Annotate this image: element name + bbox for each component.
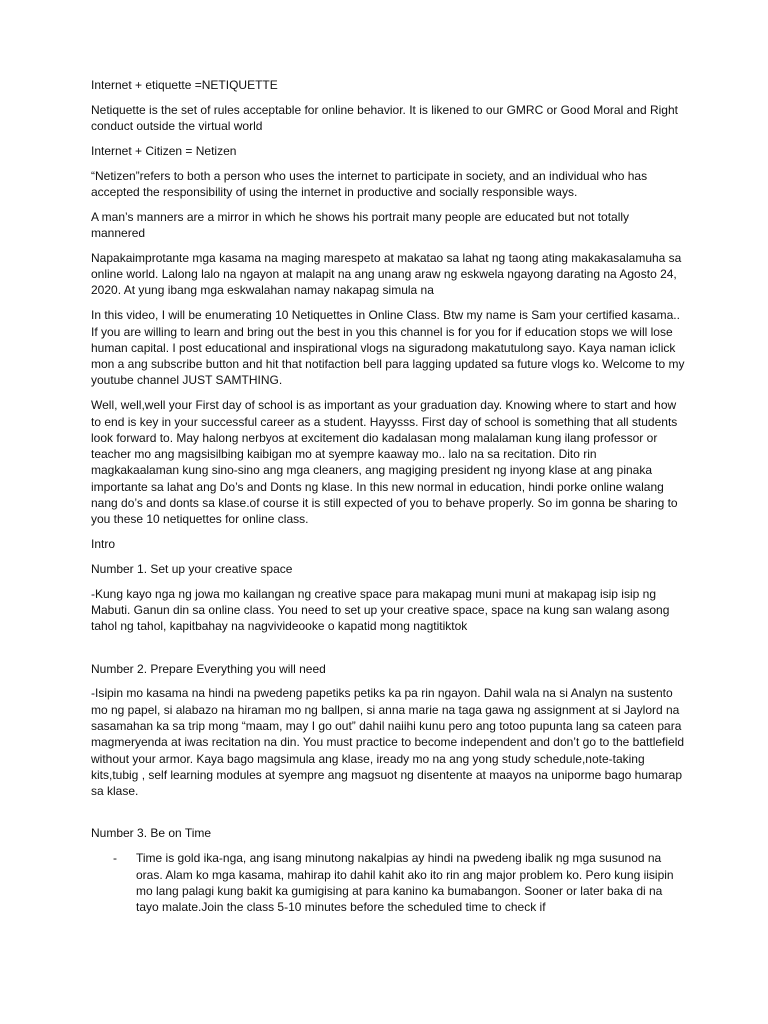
number-3-heading: Number 3. Be on Time [91,826,212,841]
intro-label: Intro [91,537,116,552]
list-item-text: Time is gold ika-nga, ang isang minutong nakalpias ay hindi na pwedeng ibalik ng mga susunod na oras. Alam ko mga kasama, mahirap ito dahil kahit ako ito rin ang major problem ko. Pero kung iisipin mo lang palagi kung bakit ka gumigising at para kanino ka bumabangon. Sooner or later baka di na tayo malate.Join the class 5-10 minutes before the scheduled time to check if [136,851,674,915]
netiquette-definition: Netiquette is the set of rules acceptable for online behavior. It is likened to our GMRC or Good Moral and Right conduct outside the virtual world [91,102,678,134]
list-item [91,850,686,915]
intro-paragraph-tagalog: Napakaimprotante mga kasama na maging marespeto at makatao sa lahat ng taong ating makakasalamuha sa online world. Lalong lalo na ngayon at malapit na ang unang araw ng eskwela ngayong darating na Agosto 24, 2020. At yung ibang mga eskwalahan namay nakapag simula na [91,250,682,298]
heading-netizen: Internet + Citizen = Netizen [91,143,237,158]
manners-quote: A man’s manners are a mirror in which he shows his portrait many people are educated but not totally mannered [91,209,630,241]
number-1-heading: Number 1. Set up your creative space [91,561,293,576]
heading-netiquette: Internet + etiquette =NETIQUETTE [91,78,278,92]
number-3-bullet-list [91,850,686,915]
bullet-marker: - [113,851,117,866]
netizen-definition: “Netizen”refers to both a person who uses the internet to participate in society, and an individual who has accepted the responsibility of using the internet in productive and socially responsible ways. [91,168,648,199]
number-2-heading: Number 2. Prepare Everything you will need [91,661,326,676]
first-day-paragraph: Well, well,well your First day of school is as important as your graduation day. Knowing where to start and how to end is key in your successful career as a student. Hayysss. First day of school is something that all students look forward to. May halong nerbyos at excitement dio kadalasan mong malalaman kung ilang professor or teacher mo ang magsisilbing kaibigan mo at syempre kaaway mo.. lalo na sa recitation. Dito rin magkakaalaman kung sino-sino ang mga cleaners, ang magiging president ng inyong klase at ang pinaka importante sa lahat ang Do’s and Donts ng klase. In this new normal in education, hindi porke online walang nang do’s and donts sa klase.of course it is still expected of you to behave properly. So im gonna be sharing to you these 10 netiquettes for online class. [91,398,678,527]
video-intro-paragraph: In this video, I will be enumerating 10 Netiquettes in Online Class. Btw my name is Sam your certified kasama.. If you are willing to learn and bring out the best in you this channel is for you for if education stops we will lose human capital. I post educational and inspirational vlogs na siguradong makatutulong sayo. Kaya naman iclick mon a ang subscribe button and hit that notifaction bell para lagging updated sa future vlogs ko. Welcome to my youtube channel JUST SAMTHING. [91,308,685,388]
number-2-body: -Isipin mo kasama na hindi na pwedeng papetiks petiks ka pa rin ngayon. Dahil wala na si Analyn na sustento mo ng papel, si alabazo na hiraman mo ng ballpen, si anna marie na taga gawa ng assignment at si Jaylord na sasamahan ka sa trip mong “maam, may I go out” dahil naiihi kunu pero ang totoo pupunta lang sa cateen para magmeryenda at iwas recitation na din. You must practice to become independent and don’t go to the battlefield without your armor. Kaya bago magsimula ang klase, iready mo na ang yong study schedule,note-taking kits,tubig , self learning modules at syempre ang magsuot ng disentente at maayos na uniporme bago humarap sa klase. [91,686,685,799]
number-1-body: -Kung kayo nga ng jowa mo kailangan ng creative space para makapag muni muni at makapag isip isip ng Mabuti. Ganun din sa online class. You need to set up your creative space, space na kung san walang asong tahol ng tahol, kapitbahay na nagvivideooke o kapatid mong nagtitiktok [91,586,670,634]
